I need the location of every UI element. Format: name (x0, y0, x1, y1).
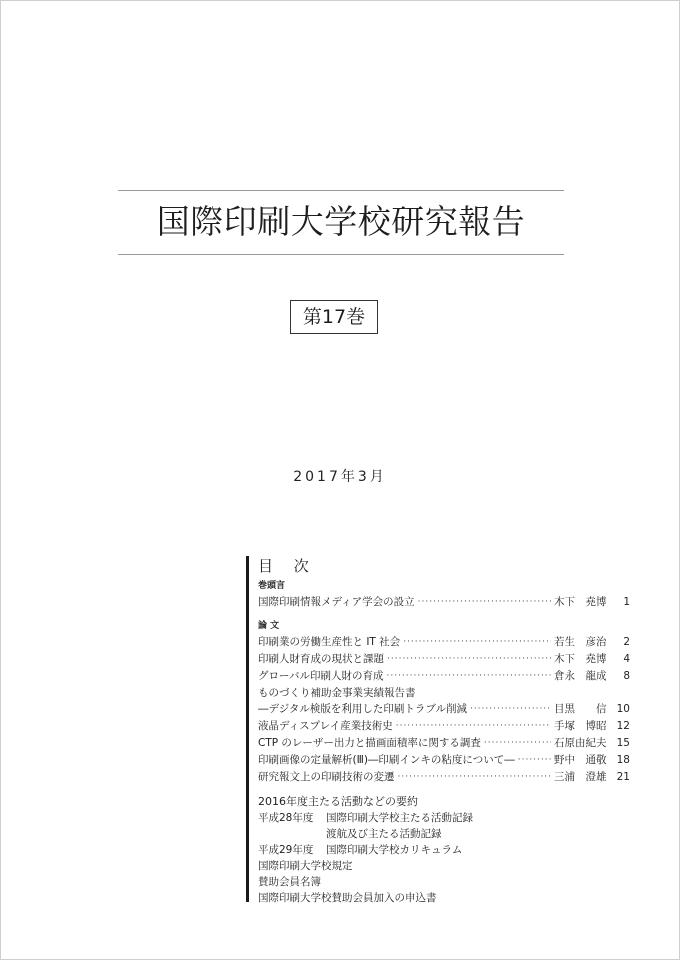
entry-page: 15 (616, 737, 630, 749)
toc-entry (258, 718, 630, 735)
toc-entry (258, 701, 630, 718)
activity-text: 国際印刷大学校カリキュラム (326, 844, 463, 856)
entry-author: 若生 彦治 (554, 636, 607, 648)
dot-leader (403, 634, 551, 651)
entry-page: 18 (616, 754, 630, 766)
entry-author: 木下 堯博 (554, 596, 607, 608)
entry-author: 手塚 博昭 (554, 720, 607, 732)
activity-year: 平成29年度 (258, 844, 314, 856)
toc-heading: 目 次 (258, 557, 317, 575)
other-item: 賛助会員名簿 (258, 876, 321, 888)
entry-title: CTP のレーザー出力と描画面積率に関する調査 (258, 737, 481, 749)
dot-leader (387, 651, 551, 668)
title-bottom-rule (118, 254, 564, 255)
dot-leader (386, 668, 551, 685)
volume-number: 第17巻 (290, 300, 378, 334)
toc-entry (258, 594, 630, 611)
activities-summary: 2016年度主たる活動などの要約 (258, 795, 418, 808)
entry-title: 印刷人財育成の現状と課題 (258, 653, 384, 665)
spacer (258, 786, 630, 794)
dot-leader (470, 701, 551, 718)
entry-page: 12 (616, 720, 630, 732)
entry-page: 4 (623, 653, 630, 665)
table-of-contents (258, 556, 630, 906)
section-label-papers: 論 文 (258, 621, 280, 631)
other-item: 国際印刷大学校規定 (258, 860, 353, 872)
dot-leader (418, 594, 551, 611)
toc-entry-heading: ものづくり補助金事業実績報告書 (258, 687, 416, 699)
toc-entry (258, 634, 630, 651)
entry-author: 三浦 澄雄 (554, 771, 607, 783)
entry-author: 目黒 信 (554, 703, 607, 715)
entry-title: 印刷画像の定量解析(Ⅲ)―印刷インキの粘度について― (258, 754, 515, 766)
entry-title: 研究報文上の印刷技術の変遷 (258, 771, 395, 783)
activity-year: 平成28年度 (258, 812, 314, 824)
dot-leader (484, 735, 551, 752)
entry-page: 1 (623, 596, 630, 608)
activity-text: 国際印刷大学校主たる活動記録 (326, 812, 473, 824)
toc-entry (258, 668, 630, 685)
entry-page: 10 (616, 703, 630, 715)
entry-title: ―デジタル検版を利用した印刷トラブル削減 (258, 703, 467, 715)
entry-page: 21 (616, 771, 630, 783)
entry-author: 野中 通敬 (554, 754, 607, 766)
other-item: 国際印刷大学校賛助会員加入の申込書 (258, 892, 437, 904)
entry-title: 液晶ディスプレイ産業技術史 (258, 720, 393, 732)
issue-date: 2017年3月 (293, 469, 387, 485)
section-label-foreword: 巻頭言 (258, 581, 286, 591)
entry-title: グローバル印刷人財の育成 (258, 670, 384, 682)
spacer (258, 611, 630, 619)
entry-author: 石原由紀夫 (554, 737, 607, 749)
entry-author: 倉永 龍成 (554, 670, 607, 682)
toc-entry (258, 735, 630, 752)
journal-title: 国際印刷大学校研究報告 (156, 202, 526, 241)
dot-leader (396, 718, 551, 735)
entry-title: 印刷業の労働生産性と IT 社会 (258, 636, 401, 648)
entry-page: 2 (623, 636, 630, 648)
toc-side-bar (246, 556, 249, 902)
activity-item (258, 826, 630, 842)
toc-entry (258, 651, 630, 668)
entry-page: 8 (623, 670, 630, 682)
entry-author: 木下 堯博 (554, 653, 607, 665)
activity-item (258, 842, 630, 858)
title-top-rule (118, 190, 564, 191)
toc-entry (258, 769, 630, 786)
activity-text: 渡航及び主たる活動記録 (326, 828, 442, 840)
activity-item (258, 810, 630, 826)
dot-leader (518, 752, 551, 769)
entry-title: 国際印刷情報メディア学会の設立 (258, 596, 415, 608)
dot-leader (398, 769, 552, 786)
toc-entry (258, 752, 630, 769)
